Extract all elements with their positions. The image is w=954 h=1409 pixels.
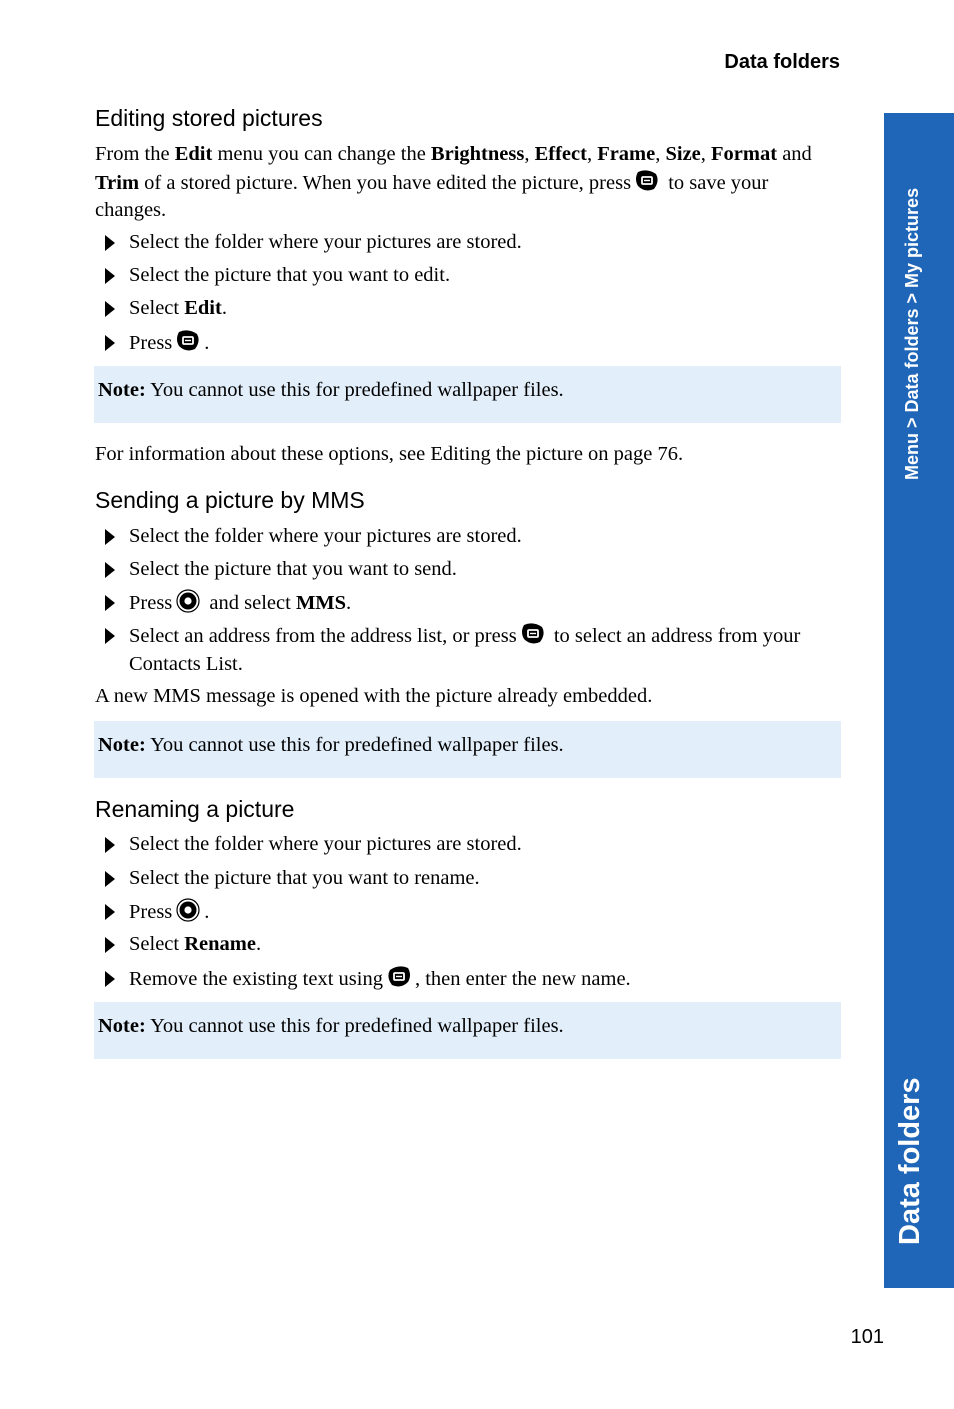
side-section-title: Data folders [894,1077,926,1245]
bullet-arrow-icon [105,235,115,251]
navi-key-icon [175,589,201,613]
heading-sending-mms: Sending a picture by MMS [95,487,365,513]
heading-renaming-picture: Renaming a picture [95,796,295,822]
editing-intro: From the Edit menu you can change the Brightness, Effect, Frame, Size, Format and Trim of a stored picture. When you have edited the picture, press to save your changes. [95,143,812,221]
note-label: Note: [98,1015,146,1037]
left-softkey-icon [386,965,412,989]
right-softkey-icon [175,329,201,353]
bullet-arrow-icon [105,595,115,611]
note-text: You cannot use this for predefined wallpaper files. [145,1015,564,1037]
note-box [94,1002,841,1059]
bullet-arrow-icon [105,268,115,284]
right-softkey-icon [520,622,546,646]
note-text: You cannot use this for predefined wallpaper files. [145,379,564,401]
note-text: You cannot use this for predefined wallpaper files. [145,734,564,756]
mms-result: A new MMS message is opened with the picture already embedded. [95,685,653,707]
bullet-arrow-icon [105,529,115,545]
side-tab [884,113,954,1288]
bullet-arrow-icon [105,628,115,644]
bullet-arrow-icon [105,837,115,853]
bullet-arrow-icon [105,937,115,953]
side-breadcrumb: Menu > Data folders > My pictures [902,187,922,480]
page-number: 101 [850,1326,884,1348]
note-label: Note: [98,379,146,401]
running-header: Data folders [724,51,840,73]
right-softkey-icon [634,169,660,193]
note-label: Note: [98,734,146,756]
bullet-arrow-icon [105,335,115,351]
bullet-arrow-icon [105,301,115,317]
editing-reference: For information about these options, see Editing the picture on page 76. [95,443,684,465]
heading-editing-stored-pictures: Editing stored pictures [95,105,323,131]
navi-key-icon [175,898,201,922]
note-box [94,366,841,423]
bullet-arrow-icon [105,562,115,578]
note-box [94,721,841,778]
bullet-arrow-icon [105,904,115,920]
bullet-arrow-icon [105,971,115,987]
bullet-arrow-icon [105,871,115,887]
